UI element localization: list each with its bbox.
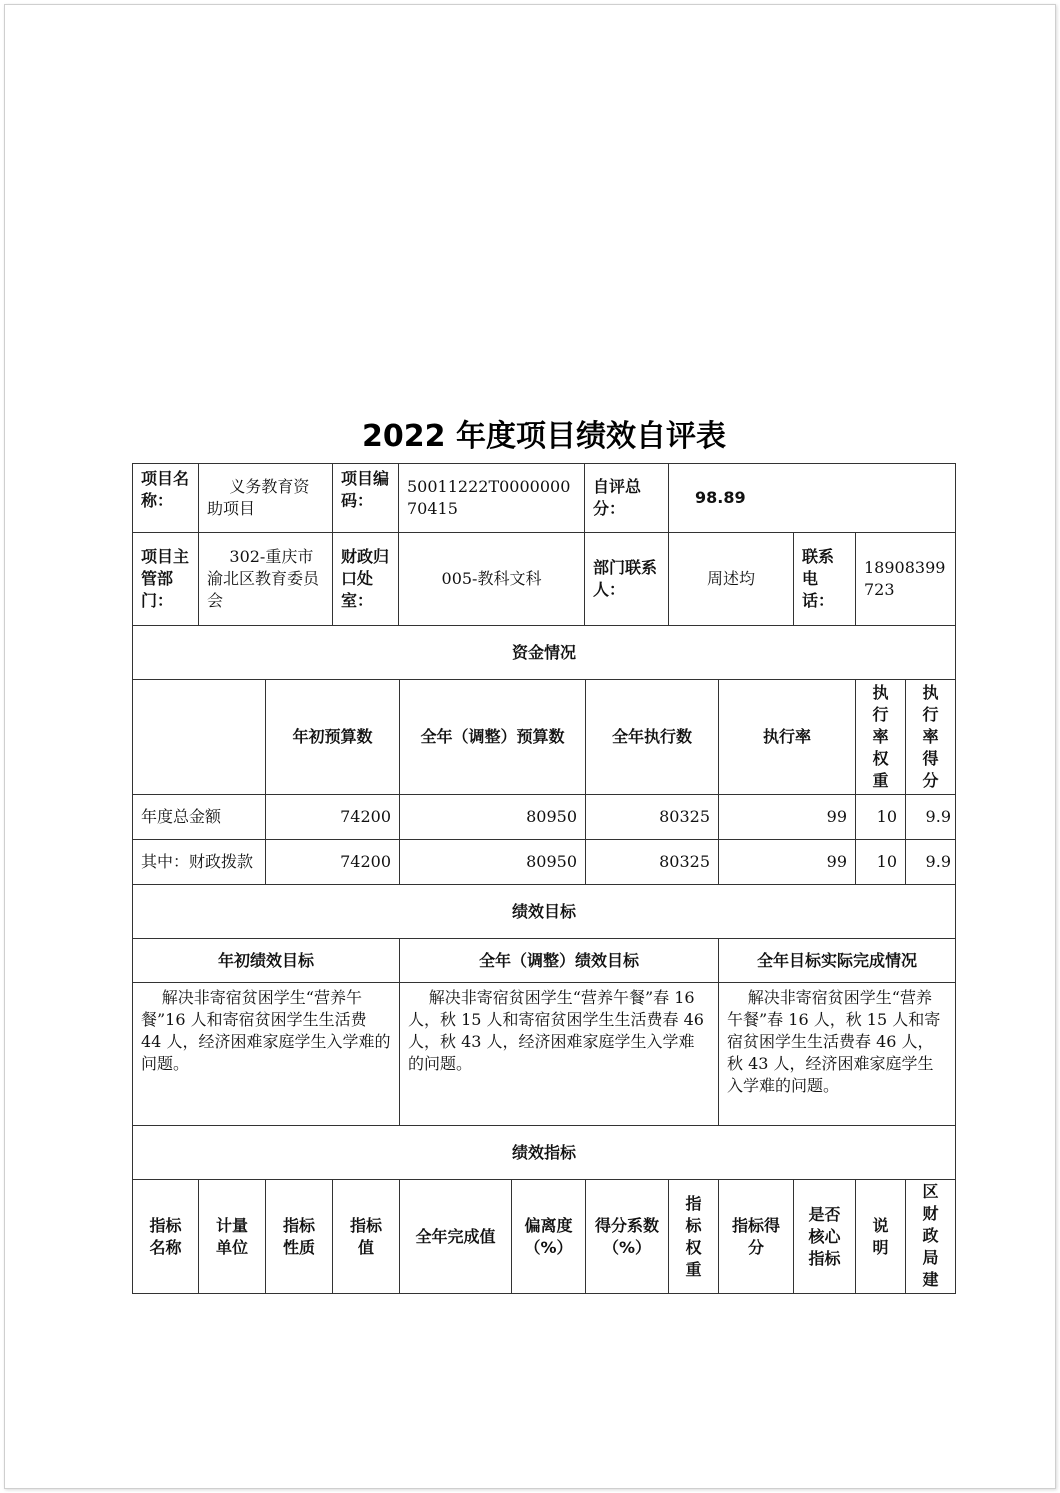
contact-value: 周述均 [668, 532, 794, 626]
phone-value: 18908399723 [855, 532, 956, 626]
funds-row-label: 其中：财政拨款 [132, 839, 266, 885]
score-value: 98.89 [668, 463, 956, 533]
funds-header-adjusted: 全年（调整）预算数 [399, 679, 586, 795]
indicator-header-completed: 全年完成值 [399, 1179, 512, 1294]
indicator-header-name: 指标名称 [132, 1179, 199, 1294]
funds-row-initial: 74200 [265, 794, 400, 840]
indicator-header-finance-suggestion: 区财政局建 [905, 1179, 956, 1294]
dept-label: 项目主管部门： [132, 532, 199, 626]
indicator-header-core: 是否核心指标 [793, 1179, 856, 1294]
funds-row-executed: 80325 [585, 794, 719, 840]
contact-label: 部门联系人： [584, 532, 669, 626]
indicators-section-title: 绩效指标 [132, 1125, 956, 1180]
funds-row-executed: 80325 [585, 839, 719, 885]
finance-value: 005-教科文科 [398, 532, 585, 626]
indicator-header-note: 说明 [855, 1179, 906, 1294]
funds-row-adjusted: 80950 [399, 839, 586, 885]
project-name-label: 项目名称： [132, 463, 199, 533]
indicator-header-score: 指标得分 [718, 1179, 794, 1294]
project-code-value: 50011222T000000070415 [398, 463, 585, 533]
funds-row-weight: 10 [855, 794, 906, 840]
page-title: 2022 年度项目绩效自评表 [362, 419, 726, 454]
indicator-header-deviation: 偏离度（%） [511, 1179, 586, 1294]
funds-header-blank [132, 679, 266, 795]
indicator-header-nature: 指标性质 [265, 1179, 333, 1294]
goals-section-title: 绩效目标 [132, 884, 956, 939]
score-label: 自评总分： [584, 463, 669, 533]
indicator-header-weight: 指标权重 [668, 1179, 719, 1294]
funds-row-label: 年度总金额 [132, 794, 266, 840]
goals-header-adjusted: 全年（调整）绩效目标 [399, 938, 719, 983]
finance-label: 财政归口处室： [332, 532, 399, 626]
funds-header-initial: 年初预算数 [265, 679, 400, 795]
project-code-label: 项目编码： [332, 463, 399, 533]
funds-section-title: 资金情况 [132, 625, 956, 680]
funds-row-weight: 10 [855, 839, 906, 885]
funds-header-executed: 全年执行数 [585, 679, 719, 795]
dept-value: 302-重庆市渝北区教育委员会 [198, 532, 333, 626]
goals-value-actual: 解决非寄宿贫困学生“营养午餐”春 16 人，秋 15 人和寄宿贫困学生生活费春 46 人，秋 43 人，经济困难家庭学生入学难的问题。 [718, 982, 956, 1126]
project-name-value: 义务教育资助项目 [198, 463, 333, 533]
funds-row-rate: 99 [718, 794, 856, 840]
funds-row-initial: 74200 [265, 839, 400, 885]
funds-row-score: 9.9 [905, 794, 956, 840]
goals-value-adjusted: 解决非寄宿贫困学生“营养午餐”春 16 人，秋 15 人和寄宿贫困学生生活费春 46 人，秋 43 人，经济困难家庭学生入学难的问题。 [399, 982, 719, 1126]
funds-row-adjusted: 80950 [399, 794, 586, 840]
goals-header-initial: 年初绩效目标 [132, 938, 400, 983]
indicator-header-unit: 计量单位 [198, 1179, 266, 1294]
goals-header-actual: 全年目标实际完成情况 [718, 938, 956, 983]
funds-header-weight: 执行率权重 [855, 679, 906, 795]
funds-row-rate: 99 [718, 839, 856, 885]
indicator-header-value: 指标值 [332, 1179, 400, 1294]
funds-header-score: 执行率得分 [905, 679, 956, 795]
indicator-header-coefficient: 得分系数（%） [585, 1179, 669, 1294]
funds-row-score: 9.9 [905, 839, 956, 885]
phone-label: 联系电话： [793, 532, 856, 626]
funds-header-rate: 执行率 [718, 679, 856, 795]
goals-value-initial: 解决非寄宿贫困学生“营养午餐”16 人和寄宿贫困学生生活费 44 人，经济困难家庭学生入学难的问题。 [132, 982, 400, 1126]
